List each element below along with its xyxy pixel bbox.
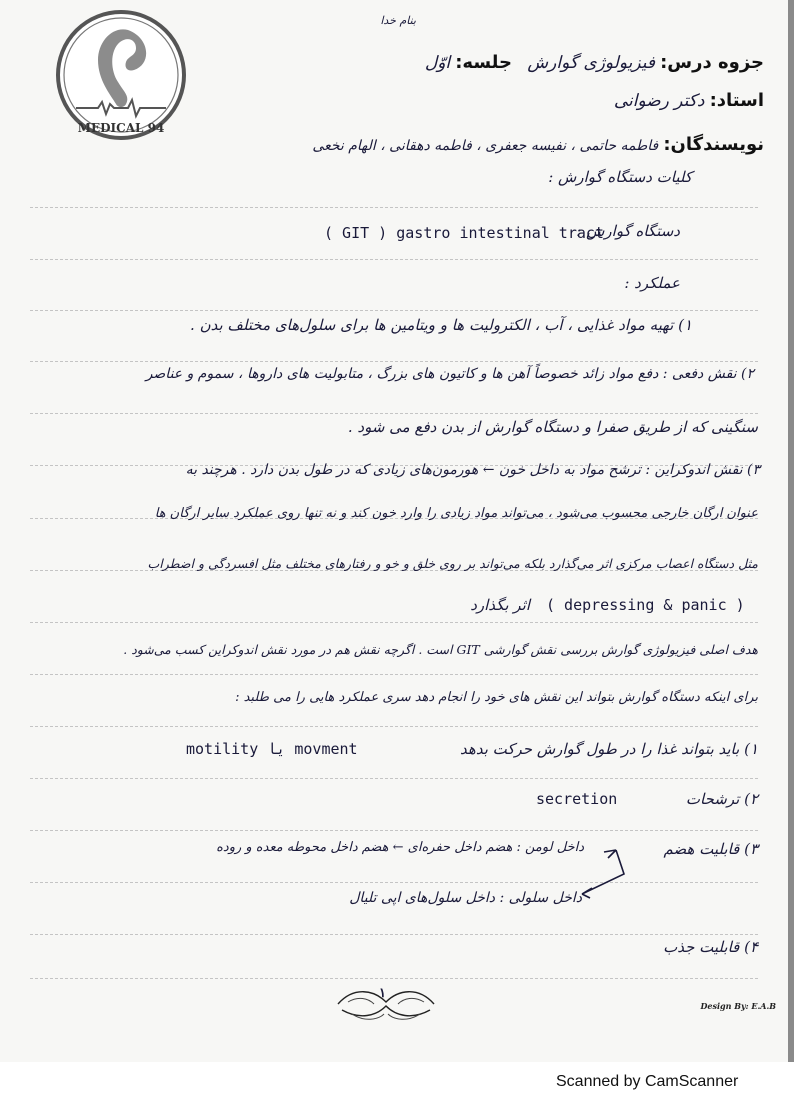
- item-1: ۱) تهیه مواد غذایی ، آب ، الکترولیت ها و ویتامین ها برای سلول‌های مختلف بدن .: [190, 316, 692, 334]
- item-3-line-d-en: ( depressing & panic ): [546, 596, 745, 614]
- ruled-line: [30, 778, 758, 779]
- authors-value: فاطمه حاتمی ، نفیسه جعفری ، فاطمه دهقانی ، الهام نخعی: [312, 138, 659, 154]
- authors-line: [312, 134, 764, 155]
- branch-arrow-icon: [564, 844, 634, 904]
- requirement-2-fa: ۲) ترشحات: [685, 790, 758, 808]
- ruled-line: [30, 934, 758, 935]
- session-label: جلسه:: [455, 52, 512, 73]
- session-value: اوّل: [424, 53, 451, 73]
- digestion-intracellular: داخل سلولی : داخل سلول‌های اپی تلیال: [349, 890, 582, 906]
- ruled-line: [30, 674, 758, 675]
- ruled-line: [30, 726, 758, 727]
- goal-line-a: هدف اصلی فیزیولوژی گوارش بررسی نقش گوارشی GIT است . اگرچه نقش هم در مورد نقش اندوکراین کسب می‌شود .: [123, 642, 758, 657]
- course-label: جزوه درس:: [660, 52, 764, 73]
- requirement-1-fa: ۱) باید بتواند غذا را در طول گوارش حرکت بدهد: [460, 740, 758, 758]
- ruled-line: [30, 978, 758, 979]
- svg-text:MEDICAL 94: MEDICAL 94: [77, 121, 165, 135]
- ornament-divider-icon: [334, 980, 438, 1028]
- course-value: فیزیولوژی گوارش: [527, 53, 656, 73]
- teacher-label: استاد:: [709, 90, 764, 111]
- ruled-line: [30, 622, 758, 623]
- goal-line-b: برای اینکه دستگاه گوارش بتواند این نقش های خود را انجام دهد سری عملکرد هایی را می طلبد :: [235, 690, 758, 705]
- teacher-line: [614, 90, 764, 111]
- ruled-line: [30, 259, 758, 260]
- item-3-line-d-fa: اثر بگذارد: [470, 596, 530, 614]
- ruled-line: [30, 882, 758, 883]
- requirement-2-en: secretion: [536, 790, 618, 808]
- item-3-line-b: عنوان ارگان خارجی محسوب می‌شود ، می‌تواند مواد زیادی را وارد خون کند و نه تنها روی عملکرد سایر ارگان ها: [154, 506, 758, 521]
- ruled-line: [30, 207, 758, 208]
- item-2-line-a: ۲) نقش دفعی : دفع مواد زائد خصوصاً آهن ها و کاتیون های بزرگ ، متابولیت های داروها ، سموم و عناصر: [145, 366, 754, 382]
- function-label: عملکرد :: [624, 274, 680, 292]
- requirement-4-fa: ۴) قابلیت جذب: [663, 938, 758, 956]
- authors-label: نویسندگان:: [663, 134, 764, 155]
- item-2-line-b: سنگینی که از طریق صفرا و دستگاه گوارش از بدن دفع می شود .: [347, 418, 758, 436]
- ruled-line: [30, 361, 758, 362]
- bismillah: بنام خدا: [380, 14, 416, 27]
- section-heading: کلیات دستگاه گوارش :: [548, 168, 692, 186]
- ruled-line: [30, 413, 758, 414]
- session-line: [425, 52, 512, 73]
- ruled-line: [30, 310, 758, 311]
- git-definition-en: ( GIT ) gastro intestinal tract: [324, 224, 604, 242]
- teacher-value: دکتر رضوانی: [613, 91, 705, 111]
- digestion-lumen: داخل لومن : هضم داخل حفره‌ای ← هضم داخل محوطه معده و روده: [216, 840, 584, 855]
- course-line: [527, 52, 764, 73]
- git-definition-fa: دستگاه گوارش :: [576, 222, 680, 240]
- item-3-line-c: مثل دستگاه اعصاب مرکزی اثر می‌گذارد بلکه می‌تواند بر روی خلق و خو و رفتارهای مختلف مثل افسردگی و اضطراب: [147, 556, 758, 571]
- item-3-line-a: ۳) نقش اندوکراین : ترشح مواد به داخل خون ← هورمون‌های زیادی که در طول بدن دارد . هرچند به: [185, 462, 760, 478]
- scanner-watermark: Scanned by CamScanner: [556, 1073, 739, 1090]
- ruled-line: [30, 830, 758, 831]
- medical-logo: [54, 8, 188, 142]
- requirement-3-fa: ۳) قابلیت هضم: [663, 840, 758, 858]
- design-credit: Design By: E.A.B: [700, 1001, 776, 1011]
- page-number: ۱: [379, 986, 386, 1001]
- requirement-1-en: motility یا movment: [186, 740, 358, 758]
